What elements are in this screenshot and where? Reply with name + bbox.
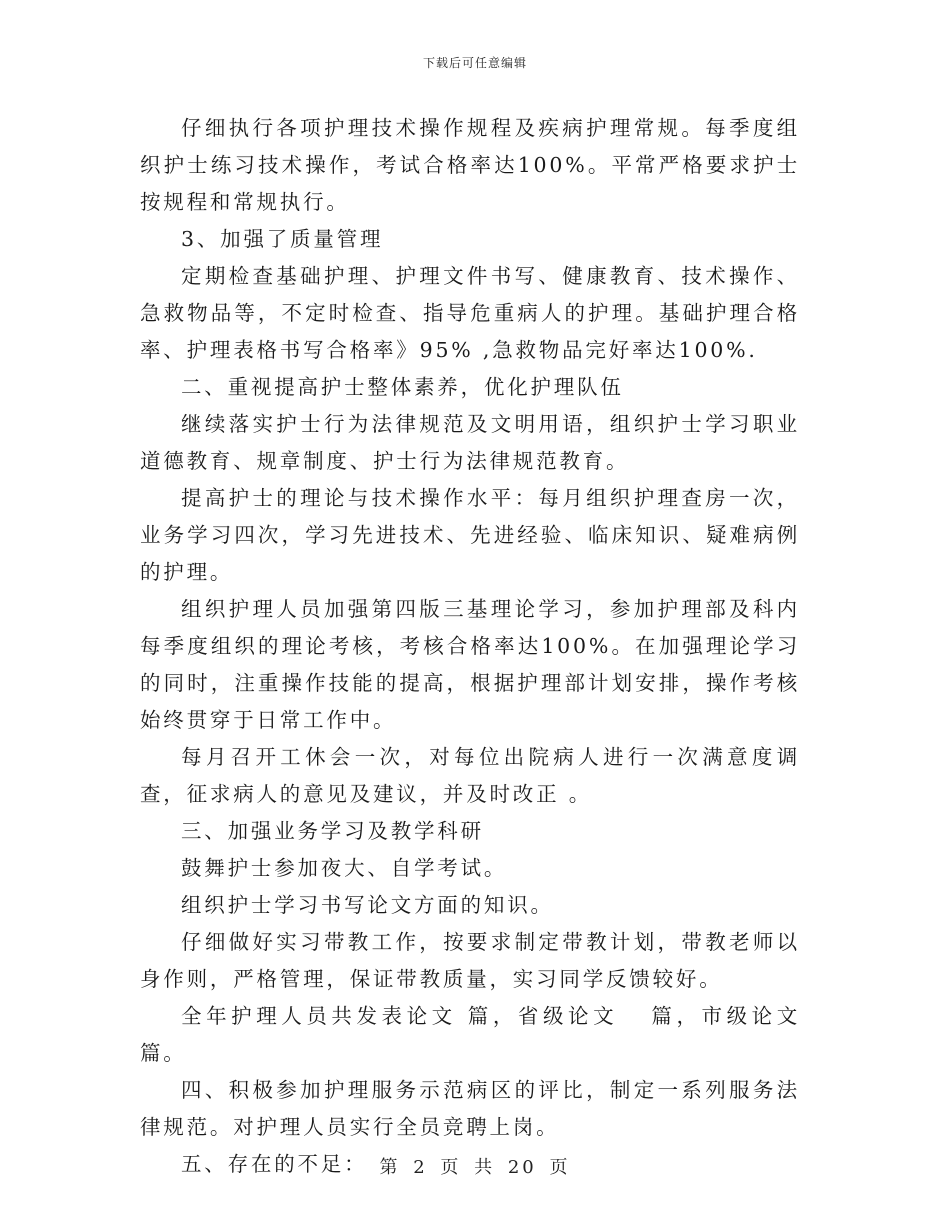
body-paragraph: 仔细做好实习带教工作，按要求制定带教计划，带教老师以身作则，严格管理，保证带教质量，实习同学反馈较好。 [140,930,800,991]
body-paragraph: 鼓舞护士参加夜大、自学考试。 [181,856,508,880]
section-heading: 三、加强业务学习及教学科研 [181,819,484,843]
page-number-footer: 第 2 页 共 20 页 [379,1157,571,1178]
document-body [140,110,828,1183]
body-paragraph: 每月召开工休会一次，对每位出院病人进行一次满意度调查，征求病人的意见及建议，并及时改正 。 [140,745,800,806]
body-paragraph: 提高护士的理论与技术操作水平：每月组织护理查房一次，业务学习四次，学习先进技术、先进经验、临床知识、疑难病例的护理。 [140,486,800,584]
body-paragraph: 仔细执行各项护理技术操作规程及疾病护理常规。每季度组织护士练习技术操作，考试合格率达100%。平常严格要求护士按规程和常规执行。 [140,116,800,214]
body-paragraph: 组织护理人员加强第四版三基理论学习，参加护理部及科内每季度组织的理论考核，考核合格率达100%。在加强理论学习的同时，注重操作技能的提高，根据护理部计划安排，操作考核始终贯穿于日常工作中。 [140,597,800,732]
body-paragraph: 组织护士学习书写论文方面的知识。 [181,893,554,917]
section-heading: 二、重视提高护士整体素养，优化护理队伍 [181,375,624,399]
section-heading: 五、存在的不足： [181,1152,368,1176]
section-heading: 3、加强了质量管理 [181,227,384,251]
section-heading: 四、积极参加护理服务示范病区的评比，制定一系列服务法律规范。对护理人员实行全员竞聘上岗。 [140,1078,800,1139]
body-paragraph: 继续落实护士行为法律规范及文明用语，组织护士学习职业道德教育、规章制度、护士行为法律规范教育。 [140,412,800,473]
page-header: 下载后可任意编辑 [422,56,527,70]
body-paragraph: 全年护理人员共发表论文 篇，省级论文 篇，市级论文 篇。 [140,1004,828,1065]
body-paragraph: 定期检查基础护理、护理文件书写、健康教育、技术操作、急救物品等，不定时检查、指导危重病人的护理。基础护理合格率、护理表格书写合格率》95% ,急救物品完好率达100%. [140,264,800,362]
